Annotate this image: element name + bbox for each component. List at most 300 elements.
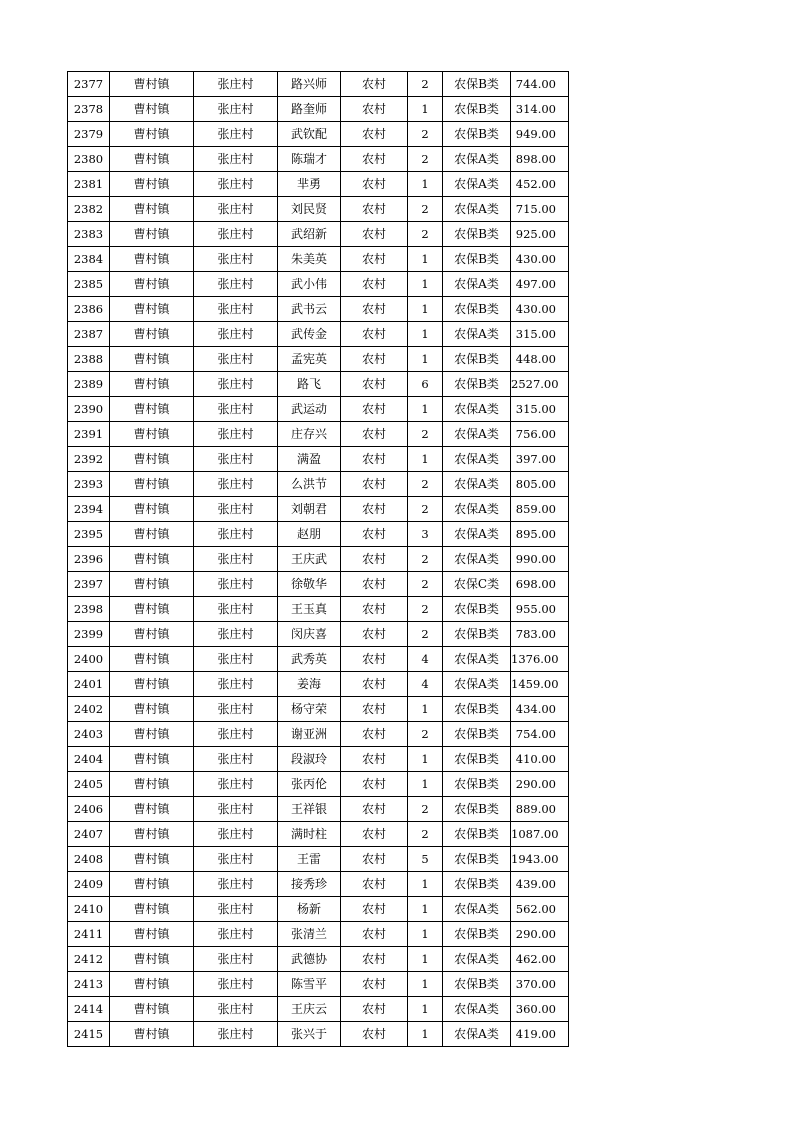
name-cell: 张清兰 [278, 922, 341, 947]
household-size-cell: 2 [408, 222, 443, 247]
row-number: 2389 [68, 372, 110, 397]
category-cell: 农村 [341, 847, 408, 872]
household-size-cell: 2 [408, 622, 443, 647]
name-cell: 孟宪英 [278, 347, 341, 372]
table-row [68, 922, 569, 947]
name-cell: 刘民贤 [278, 197, 341, 222]
category-cell: 农村 [341, 97, 408, 122]
household-size-cell: 1 [408, 247, 443, 272]
town-cell: 曹村镇 [110, 522, 194, 547]
town-cell: 曹村镇 [110, 722, 194, 747]
insurance-type-cell: 农保A类 [443, 472, 511, 497]
category-cell: 农村 [341, 372, 408, 397]
table-row [68, 172, 569, 197]
amount-cell: 754.00 [511, 722, 569, 747]
table-row [68, 97, 569, 122]
name-cell: 陈瑞才 [278, 147, 341, 172]
household-size-cell: 1 [408, 97, 443, 122]
town-cell: 曹村镇 [110, 297, 194, 322]
insurance-type-cell: 农保A类 [443, 522, 511, 547]
town-cell: 曹村镇 [110, 422, 194, 447]
village-cell: 张庄村 [194, 697, 278, 722]
table-row [68, 222, 569, 247]
table-row [68, 547, 569, 572]
town-cell: 曹村镇 [110, 997, 194, 1022]
insurance-type-cell: 农保A类 [443, 672, 511, 697]
village-cell: 张庄村 [194, 322, 278, 347]
insurance-type-cell: 农保B类 [443, 372, 511, 397]
category-cell: 农村 [341, 822, 408, 847]
insurance-type-cell: 农保B类 [443, 697, 511, 722]
row-number: 2399 [68, 622, 110, 647]
insurance-type-cell: 农保A类 [443, 272, 511, 297]
row-number: 2392 [68, 447, 110, 472]
name-cell: 王庆武 [278, 547, 341, 572]
row-number: 2404 [68, 747, 110, 772]
village-cell: 张庄村 [194, 747, 278, 772]
village-cell: 张庄村 [194, 72, 278, 97]
category-cell: 农村 [341, 572, 408, 597]
household-size-cell: 1 [408, 397, 443, 422]
amount-cell: 315.00 [511, 322, 569, 347]
category-cell: 农村 [341, 622, 408, 647]
household-size-cell: 2 [408, 722, 443, 747]
category-cell: 农村 [341, 147, 408, 172]
amount-cell: 955.00 [511, 597, 569, 622]
row-number: 2414 [68, 997, 110, 1022]
household-size-cell: 2 [408, 797, 443, 822]
insurance-type-cell: 农保B类 [443, 822, 511, 847]
row-number: 2413 [68, 972, 110, 997]
town-cell: 曹村镇 [110, 622, 194, 647]
row-number: 2396 [68, 547, 110, 572]
amount-cell: 462.00 [511, 947, 569, 972]
category-cell: 农村 [341, 922, 408, 947]
row-number: 2411 [68, 922, 110, 947]
household-size-cell: 2 [408, 72, 443, 97]
row-number: 2384 [68, 247, 110, 272]
amount-cell: 1376.00 [511, 647, 569, 672]
row-number: 2394 [68, 497, 110, 522]
table-row [68, 497, 569, 522]
town-cell: 曹村镇 [110, 397, 194, 422]
insurance-type-cell: 农保A类 [443, 997, 511, 1022]
row-number: 2398 [68, 597, 110, 622]
village-cell: 张庄村 [194, 497, 278, 522]
name-cell: 路奎师 [278, 97, 341, 122]
household-size-cell: 1 [408, 322, 443, 347]
category-cell: 农村 [341, 422, 408, 447]
category-cell: 农村 [341, 347, 408, 372]
household-size-cell: 1 [408, 172, 443, 197]
category-cell: 农村 [341, 697, 408, 722]
category-cell: 农村 [341, 797, 408, 822]
insurance-type-cell: 农保B类 [443, 222, 511, 247]
category-cell: 农村 [341, 747, 408, 772]
table-row [68, 372, 569, 397]
insurance-type-cell: 农保B类 [443, 247, 511, 272]
household-size-cell: 1 [408, 697, 443, 722]
village-cell: 张庄村 [194, 622, 278, 647]
household-size-cell: 1 [408, 272, 443, 297]
row-number: 2383 [68, 222, 110, 247]
table-row [68, 772, 569, 797]
table-row [68, 572, 569, 597]
category-cell: 农村 [341, 1022, 408, 1047]
amount-cell: 859.00 [511, 497, 569, 522]
category-cell: 农村 [341, 597, 408, 622]
table-row [68, 1022, 569, 1047]
amount-cell: 448.00 [511, 347, 569, 372]
row-number: 2412 [68, 947, 110, 972]
village-cell: 张庄村 [194, 347, 278, 372]
row-number: 2397 [68, 572, 110, 597]
row-number: 2379 [68, 122, 110, 147]
row-number: 2388 [68, 347, 110, 372]
table-row [68, 822, 569, 847]
amount-cell: 756.00 [511, 422, 569, 447]
amount-cell: 439.00 [511, 872, 569, 897]
insurance-type-cell: 农保B类 [443, 972, 511, 997]
amount-cell: 898.00 [511, 147, 569, 172]
village-cell: 张庄村 [194, 972, 278, 997]
insurance-type-cell: 农保A类 [443, 322, 511, 347]
name-cell: 段淑玲 [278, 747, 341, 772]
category-cell: 农村 [341, 397, 408, 422]
insurance-type-cell: 农保A类 [443, 422, 511, 447]
village-cell: 张庄村 [194, 597, 278, 622]
household-size-cell: 2 [408, 822, 443, 847]
village-cell: 张庄村 [194, 572, 278, 597]
row-number: 2382 [68, 197, 110, 222]
household-size-cell: 1 [408, 447, 443, 472]
name-cell: 庄存兴 [278, 422, 341, 447]
insurance-type-cell: 农保B类 [443, 722, 511, 747]
insurance-type-cell: 农保B类 [443, 122, 511, 147]
row-number: 2406 [68, 797, 110, 822]
town-cell: 曹村镇 [110, 847, 194, 872]
town-cell: 曹村镇 [110, 197, 194, 222]
amount-cell: 397.00 [511, 447, 569, 472]
name-cell: 杨新 [278, 897, 341, 922]
household-size-cell: 4 [408, 647, 443, 672]
category-cell: 农村 [341, 997, 408, 1022]
row-number: 2380 [68, 147, 110, 172]
amount-cell: 1943.00 [511, 847, 569, 872]
village-cell: 张庄村 [194, 547, 278, 572]
category-cell: 农村 [341, 122, 408, 147]
town-cell: 曹村镇 [110, 97, 194, 122]
household-size-cell: 1 [408, 347, 443, 372]
table-row [68, 322, 569, 347]
household-size-cell: 6 [408, 372, 443, 397]
town-cell: 曹村镇 [110, 972, 194, 997]
village-cell: 张庄村 [194, 422, 278, 447]
table-row [68, 847, 569, 872]
town-cell: 曹村镇 [110, 447, 194, 472]
household-size-cell: 3 [408, 522, 443, 547]
village-cell: 张庄村 [194, 222, 278, 247]
household-size-cell: 2 [408, 422, 443, 447]
name-cell: 武绍新 [278, 222, 341, 247]
name-cell: 王玉真 [278, 597, 341, 622]
category-cell: 农村 [341, 172, 408, 197]
category-cell: 农村 [341, 947, 408, 972]
table-row [68, 672, 569, 697]
household-size-cell: 1 [408, 922, 443, 947]
name-cell: 武小伟 [278, 272, 341, 297]
name-cell: 陈雪平 [278, 972, 341, 997]
table-row [68, 972, 569, 997]
town-cell: 曹村镇 [110, 772, 194, 797]
name-cell: 武传金 [278, 322, 341, 347]
household-size-cell: 2 [408, 122, 443, 147]
household-size-cell: 1 [408, 972, 443, 997]
insurance-type-cell: 农保B类 [443, 347, 511, 372]
name-cell: 武德协 [278, 947, 341, 972]
town-cell: 曹村镇 [110, 947, 194, 972]
row-number: 2381 [68, 172, 110, 197]
village-cell: 张庄村 [194, 897, 278, 922]
insurance-type-cell: 农保B类 [443, 297, 511, 322]
name-cell: 满时柱 [278, 822, 341, 847]
category-cell: 农村 [341, 647, 408, 672]
village-cell: 张庄村 [194, 922, 278, 947]
row-number: 2408 [68, 847, 110, 872]
row-number: 2415 [68, 1022, 110, 1047]
insurance-type-cell: 农保A类 [443, 547, 511, 572]
name-cell: 路飞 [278, 372, 341, 397]
name-cell: 满盈 [278, 447, 341, 472]
category-cell: 农村 [341, 322, 408, 347]
row-number: 2409 [68, 872, 110, 897]
household-size-cell: 2 [408, 572, 443, 597]
town-cell: 曹村镇 [110, 247, 194, 272]
category-cell: 农村 [341, 897, 408, 922]
town-cell: 曹村镇 [110, 647, 194, 672]
amount-cell: 314.00 [511, 97, 569, 122]
category-cell: 农村 [341, 272, 408, 297]
insurance-type-cell: 农保B类 [443, 847, 511, 872]
household-size-cell: 2 [408, 197, 443, 222]
table-row [68, 122, 569, 147]
household-size-cell: 4 [408, 672, 443, 697]
table-row [68, 947, 569, 972]
category-cell: 农村 [341, 247, 408, 272]
table-row [68, 872, 569, 897]
name-cell: 刘朝君 [278, 497, 341, 522]
table-row [68, 697, 569, 722]
category-cell: 农村 [341, 547, 408, 572]
table-row [68, 897, 569, 922]
town-cell: 曹村镇 [110, 147, 194, 172]
village-cell: 张庄村 [194, 872, 278, 897]
amount-cell: 805.00 [511, 472, 569, 497]
insurance-type-cell: 农保A类 [443, 897, 511, 922]
name-cell: 闵庆喜 [278, 622, 341, 647]
category-cell: 农村 [341, 197, 408, 222]
insurance-type-cell: 农保B类 [443, 747, 511, 772]
row-number: 2390 [68, 397, 110, 422]
insurance-type-cell: 农保A类 [443, 197, 511, 222]
table-row [68, 422, 569, 447]
town-cell: 曹村镇 [110, 872, 194, 897]
insurance-type-cell: 农保A类 [443, 147, 511, 172]
table-row [68, 447, 569, 472]
insurance-type-cell: 农保B类 [443, 797, 511, 822]
village-cell: 张庄村 [194, 797, 278, 822]
town-cell: 曹村镇 [110, 497, 194, 522]
name-cell: 王祥银 [278, 797, 341, 822]
table-row [68, 397, 569, 422]
amount-cell: 430.00 [511, 297, 569, 322]
table-row [68, 647, 569, 672]
insurance-type-cell: 农保A类 [443, 397, 511, 422]
amount-cell: 370.00 [511, 972, 569, 997]
category-cell: 农村 [341, 222, 408, 247]
amount-cell: 715.00 [511, 197, 569, 222]
row-number: 2395 [68, 522, 110, 547]
amount-cell: 889.00 [511, 797, 569, 822]
amount-cell: 360.00 [511, 997, 569, 1022]
row-number: 2378 [68, 97, 110, 122]
row-number: 2386 [68, 297, 110, 322]
name-cell: 武运动 [278, 397, 341, 422]
amount-cell: 430.00 [511, 247, 569, 272]
village-cell: 张庄村 [194, 472, 278, 497]
row-number: 2403 [68, 722, 110, 747]
village-cell: 张庄村 [194, 647, 278, 672]
row-number: 2401 [68, 672, 110, 697]
roster-table [67, 71, 569, 1047]
row-number: 2400 [68, 647, 110, 672]
insurance-type-cell: 农保A类 [443, 647, 511, 672]
category-cell: 农村 [341, 297, 408, 322]
row-number: 2377 [68, 72, 110, 97]
name-cell: 武秀英 [278, 647, 341, 672]
town-cell: 曹村镇 [110, 172, 194, 197]
household-size-cell: 1 [408, 1022, 443, 1047]
table-row [68, 347, 569, 372]
village-cell: 张庄村 [194, 847, 278, 872]
amount-cell: 1087.00 [511, 822, 569, 847]
town-cell: 曹村镇 [110, 797, 194, 822]
table-row [68, 247, 569, 272]
insurance-type-cell: 农保B类 [443, 597, 511, 622]
household-size-cell: 2 [408, 547, 443, 572]
amount-cell: 290.00 [511, 772, 569, 797]
name-cell: 张兴于 [278, 1022, 341, 1047]
town-cell: 曹村镇 [110, 1022, 194, 1047]
amount-cell: 290.00 [511, 922, 569, 947]
roster-body [68, 72, 569, 1047]
amount-cell: 497.00 [511, 272, 569, 297]
amount-cell: 744.00 [511, 72, 569, 97]
category-cell: 农村 [341, 972, 408, 997]
town-cell: 曹村镇 [110, 697, 194, 722]
insurance-type-cell: 农保B类 [443, 922, 511, 947]
village-cell: 张庄村 [194, 297, 278, 322]
household-size-cell: 1 [408, 872, 443, 897]
table-row [68, 622, 569, 647]
town-cell: 曹村镇 [110, 672, 194, 697]
village-cell: 张庄村 [194, 822, 278, 847]
village-cell: 张庄村 [194, 1022, 278, 1047]
household-size-cell: 1 [408, 997, 443, 1022]
insurance-type-cell: 农保A类 [443, 947, 511, 972]
village-cell: 张庄村 [194, 372, 278, 397]
household-size-cell: 1 [408, 947, 443, 972]
town-cell: 曹村镇 [110, 122, 194, 147]
name-cell: 谢亚洲 [278, 722, 341, 747]
row-number: 2405 [68, 772, 110, 797]
table-row [68, 197, 569, 222]
village-cell: 张庄村 [194, 522, 278, 547]
name-cell: 武钦配 [278, 122, 341, 147]
category-cell: 农村 [341, 772, 408, 797]
village-cell: 张庄村 [194, 672, 278, 697]
town-cell: 曹村镇 [110, 472, 194, 497]
household-size-cell: 1 [408, 297, 443, 322]
amount-cell: 698.00 [511, 572, 569, 597]
village-cell: 张庄村 [194, 172, 278, 197]
table-row [68, 72, 569, 97]
town-cell: 曹村镇 [110, 922, 194, 947]
name-cell: 张丙伦 [278, 772, 341, 797]
insurance-type-cell: 农保B类 [443, 72, 511, 97]
insurance-type-cell: 农保A类 [443, 497, 511, 522]
amount-cell: 562.00 [511, 897, 569, 922]
row-number: 2387 [68, 322, 110, 347]
amount-cell: 990.00 [511, 547, 569, 572]
row-number: 2402 [68, 697, 110, 722]
amount-cell: 410.00 [511, 747, 569, 772]
category-cell: 农村 [341, 522, 408, 547]
row-number: 2410 [68, 897, 110, 922]
insurance-type-cell: 农保C类 [443, 572, 511, 597]
village-cell: 张庄村 [194, 147, 278, 172]
table-row [68, 522, 569, 547]
insurance-type-cell: 农保A类 [443, 1022, 511, 1047]
household-size-cell: 2 [408, 597, 443, 622]
town-cell: 曹村镇 [110, 72, 194, 97]
row-number: 2407 [68, 822, 110, 847]
table-row [68, 297, 569, 322]
town-cell: 曹村镇 [110, 747, 194, 772]
amount-cell: 315.00 [511, 397, 569, 422]
name-cell: 王庆云 [278, 997, 341, 1022]
household-size-cell: 2 [408, 497, 443, 522]
name-cell: 芈勇 [278, 172, 341, 197]
village-cell: 张庄村 [194, 997, 278, 1022]
insurance-type-cell: 农保A类 [443, 172, 511, 197]
household-size-cell: 5 [408, 847, 443, 872]
amount-cell: 419.00 [511, 1022, 569, 1047]
name-cell: 姜海 [278, 672, 341, 697]
name-cell: 王雷 [278, 847, 341, 872]
name-cell: 赵朋 [278, 522, 341, 547]
insurance-type-cell: 农保B类 [443, 772, 511, 797]
table-row [68, 597, 569, 622]
amount-cell: 2527.00 [511, 372, 569, 397]
village-cell: 张庄村 [194, 122, 278, 147]
name-cell: 接秀珍 [278, 872, 341, 897]
category-cell: 农村 [341, 872, 408, 897]
row-number: 2391 [68, 422, 110, 447]
village-cell: 张庄村 [194, 772, 278, 797]
amount-cell: 949.00 [511, 122, 569, 147]
village-cell: 张庄村 [194, 247, 278, 272]
